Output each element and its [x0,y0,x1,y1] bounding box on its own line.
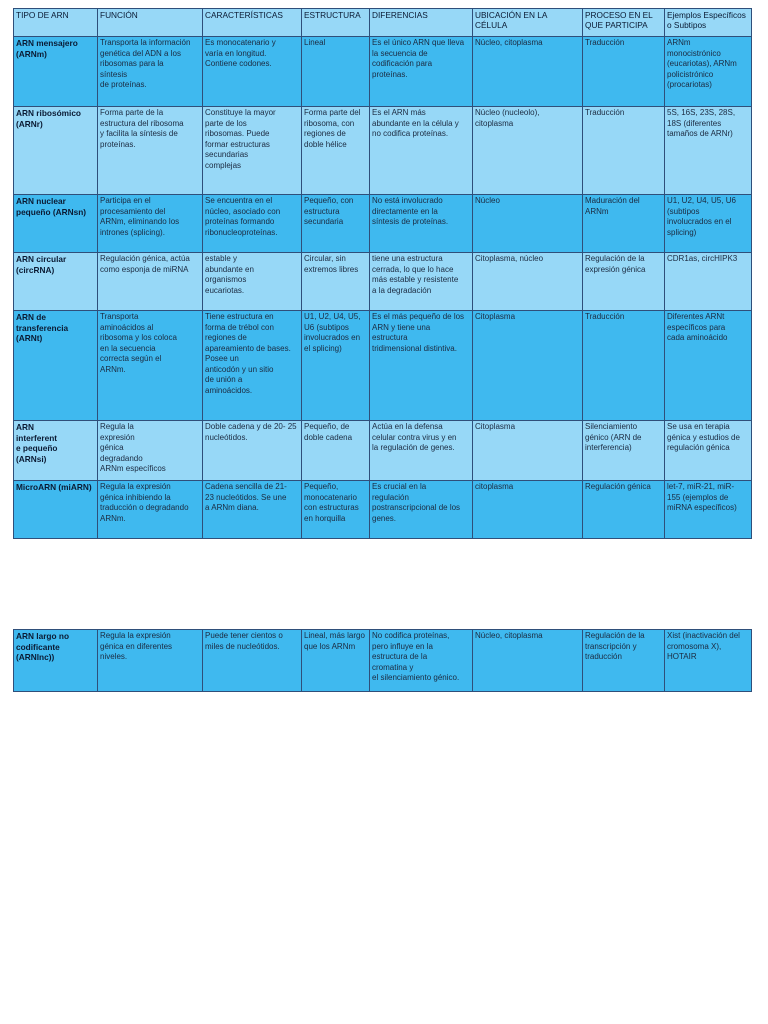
table-cell-text: Es monocatenario y varía en longitud. Contiene codones. [205,38,276,68]
rna-type-cell [14,421,98,481]
table-cell-text: Es el ARN más abundante en la célula y no codifica proteínas. [372,108,459,138]
rna-type-cell-text: ARN ribosómico (ARNr) [16,108,81,129]
column-header-text: TIPO DE ARN [16,10,69,20]
table-cell [473,37,583,107]
table-cell-text: ARNm monocistrónico (eucariotas), ARNm policistrónico (procariotas) [667,38,737,89]
rna-type-cell [14,481,98,539]
table-cell-text: Es el más pequeño de los ARN y tiene una estructura tridimensional distintiva. [372,312,465,353]
table-cell [302,37,370,107]
table-cell-text: Núcleo, citoplasma [475,38,543,47]
column-header-text: CARACTERÍSTICAS [205,10,283,20]
table-cell [583,481,665,539]
table-cell-text: Cadena sencilla de 21- 23 nucleótidos. Se une a ARNm diana. [205,482,287,512]
table-cell [665,421,752,481]
table-cell-text: Regulación génica, actúa como esponja de miRNA [100,254,190,274]
table-cell-text: Se encuentra en el núcleo, asociado con proteínas formando ribonucleoproteínas. [205,196,281,237]
column-header-text: UBICACIÓN EN LA CÉLULA [475,10,547,30]
table-cell-text: Puede tener cientos o miles de nucleótidos. [205,631,283,651]
table-cell [370,37,473,107]
rna-type-cell [14,630,98,692]
rna-type-cell-text: ARN largo no codificante (ARNlnc)) [16,631,70,662]
table-cell [302,195,370,253]
rna-type-cell [14,195,98,253]
table-cell-text: CDR1as, circHIPK3 [667,254,738,263]
table-cell [665,107,752,195]
table-cell-text: Regulación de la expresión génica [585,254,646,274]
table-cell-text: Regula la expresión génica en diferentes niveles. [100,631,173,661]
table-cell-text: Xist (inactivación del cromosoma X), HOTAIR [667,631,740,661]
table-cell [203,481,302,539]
rna-type-cell-text: MicroARN (miARN) [16,482,92,492]
column-header [98,9,203,37]
table-row [14,195,752,253]
table-row [14,253,752,311]
table-cell-text: Regula la expresión génica degradando ARNm específicos [100,422,166,473]
table-cell [302,311,370,421]
rna-type-cell [14,253,98,311]
rna-type-cell [14,37,98,107]
table-cell [302,421,370,481]
table-cell-text: Forma parte del ribosoma, con regiones de doble hélice [304,108,361,149]
column-header-text: FUNCIÓN [100,10,138,20]
table-row [14,481,752,539]
table-cell [302,481,370,539]
column-header [665,9,752,37]
table-cell [473,481,583,539]
table-cell [583,195,665,253]
table-row [14,630,752,692]
table-cell [583,253,665,311]
header-row [14,9,752,37]
table-cell-text: estable y abundante en organismos eucariotas. [205,254,254,295]
table-cell-text: Núcleo [475,196,500,205]
table-cell [583,311,665,421]
table-cell-text: Maduración del ARNm [585,196,640,216]
rna-types-table [13,8,752,539]
table-cell [203,253,302,311]
table-cell [98,253,203,311]
table-cell [583,421,665,481]
rna-type-cell-text: ARN nuclear pequeño (ARNsn) [16,196,87,217]
table-row [14,107,752,195]
table-cell [98,107,203,195]
table-cell [302,253,370,311]
column-header [302,9,370,37]
table-cell [370,253,473,311]
table-cell-text: Forma parte de la estructura del ribosoma y facilita la síntesis de proteínas. [100,108,184,149]
table-cell-text: Se usa en terapia génica y estudios de regulación génica [667,422,740,452]
rna-type-cell [14,107,98,195]
table-cell [370,195,473,253]
column-header-text: ESTRUCTURA [304,10,361,20]
table-cell [473,195,583,253]
table-cell-text: Actúa en la defensa celular contra virus y en la regulación de genes. [372,422,457,452]
table-cell [370,630,473,692]
table-cell-text: Lineal, más largo que los ARNm [304,631,365,651]
table-cell-text: Silenciamiento génico (ARN de interferencia) [585,422,642,452]
table-cell-text: Citoplasma [475,422,516,431]
rna-type-cell-text: ARN circular (circRNA) [16,254,67,275]
rna-type-cell [14,311,98,421]
table-cell [473,107,583,195]
table-row [14,311,752,421]
table-cell-text: Pequeño, con estructura secundaria [304,196,354,226]
table-cell [370,311,473,421]
table-cell [583,107,665,195]
table-cell-text: Es crucial en la regulación postranscripcional de los genes. [372,482,461,523]
rna-type-cell-text: ARN interferent e pequeño (ARNsi) [16,422,58,464]
table-cell [98,311,203,421]
table-cell [665,195,752,253]
table-cell-text: Citoplasma, núcleo [475,254,544,263]
table-cell [98,630,203,692]
table-cell [203,630,302,692]
table-cell [203,195,302,253]
table-cell [98,37,203,107]
table-cell-text: tiene una estructura cerrada, lo que lo hace más estable y resistente a la degradación [372,254,459,295]
table-cell-text: Traducción [585,108,625,117]
column-header [14,9,98,37]
table-cell-text: Regula la expresión génica inhibiendo la traducción o degradando ARNm. [100,482,189,523]
table-cell [473,421,583,481]
table-cell-text: U1, U2, U4, U5, U6 (subtipos involucrados en el splicing) [304,312,361,353]
table-cell [302,630,370,692]
table-cell [473,253,583,311]
table-cell-text: Regulación de la transcripción y traducción [585,631,645,661]
table-cell-text: Transporta la información genética del ADN a los ribosomas para la síntesis de proteínas. [100,38,191,89]
table-cell-text: No está involucrado directamente en la síntesis de proteínas. [372,196,449,226]
table-cell [665,481,752,539]
rna-extra-table [13,629,752,692]
table-cell-text: Constituye la mayor parte de los ribosomas. Puede formar estructuras secundarias complejas [205,108,276,170]
table-cell [665,253,752,311]
table-cell [203,37,302,107]
column-header [370,9,473,37]
table-cell [473,630,583,692]
table-cell [473,311,583,421]
table-cell [665,37,752,107]
table-cell-text: Traducción [585,312,625,321]
table-cell-text: U1, U2, U4, U5, U6 (subtipos involucrados en el splicing) [667,196,736,237]
table-cell-text: Citoplasma [475,312,516,321]
table-cell-text: Transporta aminoácidos al ribosoma y los coloca en la secuencia correcta según el ARNm. [100,312,177,374]
table-cell-text: No codifica proteínas, pero influye en la estructura de la cromatina y el silenciamiento génico. [372,631,460,682]
table-cell-text: Pequeño, monocatenario con estructuras en horquilla [304,482,359,523]
table-cell [98,421,203,481]
table-cell-text: Lineal [304,38,326,47]
table-cell-text: let-7, miR-21, miR- 155 (ejemplos de miRNA específicos) [667,482,737,512]
column-header-text: DIFERENCIAS [372,10,428,20]
table-cell [370,481,473,539]
table-cell-text: Traducción [585,38,625,47]
column-header [583,9,665,37]
table-cell-text: Tiene estructura en forma de trébol con regiones de apareamiento de bases. Posee un anticodón y un sitio de unión a aminoácidos. [205,312,291,395]
table-cell [583,37,665,107]
table-cell [203,311,302,421]
table-cell-text: Núcleo, citoplasma [475,631,543,640]
table-cell-text: Participa en el procesamiento del ARNm, eliminando los intrones (splicing). [100,196,180,237]
table-cell-text: citoplasma [475,482,514,491]
table-cell [583,630,665,692]
table-cell [203,421,302,481]
table-cell-text: Diferentes ARNt específicos para cada aminoácido [667,312,728,342]
table-cell [370,421,473,481]
table-cell [98,481,203,539]
table-cell [665,630,752,692]
table-cell-text: Regulación génica [585,482,651,491]
table-cell [203,107,302,195]
column-header [473,9,583,37]
column-header [203,9,302,37]
table-cell-text: Núcleo (nucleolo), citoplasma [475,108,540,128]
column-header-text: PROCESO EN EL QUE PARTICIPA [585,10,653,30]
table-row [14,421,752,481]
table-cell-text: Es el único ARN que lleva la secuencia de codificación para proteínas. [372,38,465,79]
table-cell-text: Doble cadena y de 20- 25 nucleótidos. [205,422,297,442]
column-header-text: Ejemplos Específicos o Subtipos [667,10,746,30]
table-cell [370,107,473,195]
table-row [14,37,752,107]
table-cell-text: Circular, sin extremos libres [304,254,359,274]
table-cell-text: Pequeño, de doble cadena [304,422,353,442]
table-cell [98,195,203,253]
rna-type-cell-text: ARN mensajero (ARNm) [16,38,78,59]
table-cell [302,107,370,195]
table-cell-text: 5S, 16S, 23S, 28S, 18S (diferentes tamaños de ARNr) [667,108,736,138]
table-cell [665,311,752,421]
rna-type-cell-text: ARN de transferencia (ARNt) [16,312,69,343]
